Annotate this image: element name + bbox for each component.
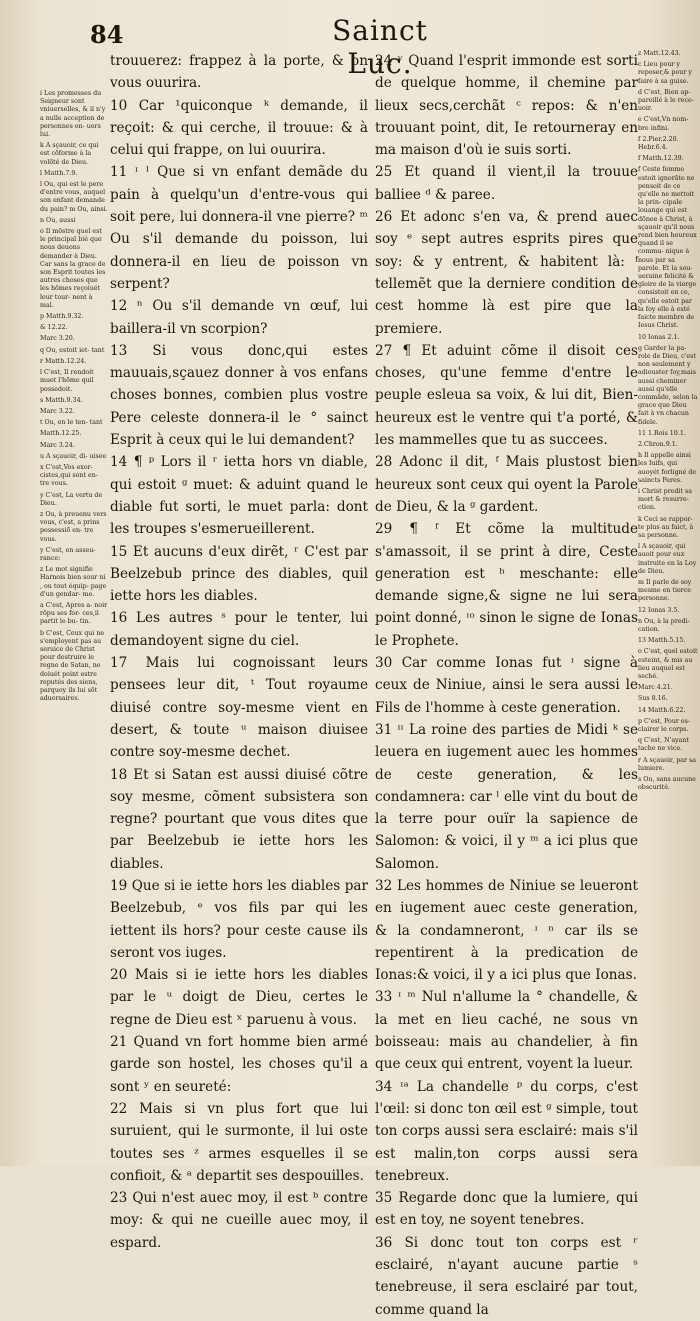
margin-note: n Ou, à la predi- cation. — [638, 617, 692, 633]
margin-note: y C'est, La vertu de Dieu. — [40, 491, 105, 507]
margin-note: p Matth.9.32. — [40, 313, 84, 321]
verse-paragraph: 22 Mais si vn plus fort que lui suruient, qui le surmonte, il lui oste toutes ses ᶻ armes esquelles il se confioit, & ᵃ departit ses despouilles. — [110, 1100, 368, 1184]
margin-note: r A sçauoir, par sa lumiere. — [638, 756, 699, 772]
margin-note: u A sçauoir, di- uisee — [40, 452, 107, 460]
verse-paragraph: 17 Mais lui cognoissant leurs pensees leur dit, ᵗ Tout royaume diuisé contre soy-mesme vient en desert, & toute ᵘ maison diuisee contre soy-mesme dechet. — [110, 655, 368, 761]
verse-paragraph: 13 Si vous donc,qui estes mauuais,sçauez donner à vos enfans choses bonnes, combien plus vostre Pere celeste donnera-il le ° sainct Esprit à ceux qui le lui demandent? — [110, 342, 368, 449]
right-text-column — [375, 50, 638, 1321]
margin-note: s Matth.9.34. — [40, 396, 83, 404]
verse-paragraph: 29 ¶ ᶠ Et cõme la multitude s'amassoit, il se print à dire, Ceste generation est ʰ meschante: elle demande signe,& signe ne lui sera point donné, ᶦᵒ sinon le signe de Ionas le Prophete. — [375, 521, 638, 649]
margin-note: g Garder la pa- role de Dieu, c'est non seulement y adiouster foy,mais aussi cheminer aussi qu'elle commãde, selon la grace que Dieu fait à vn chacun fidele. — [638, 344, 700, 426]
verse-paragraph: 12 ⁿ Ou s'il demande vn œuf, lui baillera-il vn scorpion? — [110, 298, 368, 337]
left-text-column — [110, 50, 368, 1254]
margin-note: Sus 8.16. — [638, 695, 668, 703]
margin-note: k A sçauoir, ce qui est cõforme à la volõté de Dieu. — [40, 142, 101, 166]
margin-note: k Ceci se rappor- te plus au faict, à sa personne. — [638, 515, 696, 539]
margin-note: d C'est, Bien ap- pareillé à le rece- uoir. — [638, 88, 696, 113]
margin-note: 11 1.Rois 10.1. — [638, 429, 686, 437]
verse-paragraph: 11 ᶦ ˡ Que si vn enfant demãde du pain à quelqu'un d'entre-vous qui soit pere, lui donnera-il vne pierre? ᵐ Ou s'il demande du poisson, lui donnera-il en lieu de poisson vn serpent? — [110, 164, 368, 292]
margin-note: 12 Ionas 3.5. — [638, 606, 680, 614]
margin-note: z Matt.12.43. — [638, 50, 681, 57]
margin-note: f Ceste femme estoit ignorãte ne pensoit de ce qu'elle ne mettoit la prin- cipale louange qui est dõnee à Christ, à sçauoir qu'il nous rend bien heureux quand il se commu- nique à nous par sa parole. Et la sou- ueraine felicité & gloire de la vierge consistoit en ce, qu'elle estoit par la foy elle à esté faicte membre de Iesus Christ. — [638, 166, 699, 330]
margin-note: o Il mõstre quel est le principal bié que nous deuons demander à Dieu. Car sans la grace de son Esprit toutes les autres choses que les hõmes reçoiuét leur tour- nent à mal. — [40, 228, 108, 309]
margin-note: h Il appelle ainsi les Iuifs, qui auoyét forligné de saincts Peres. — [638, 452, 699, 484]
verse-paragraph: 26 Et adonc s'en va, & prend auec soy ᵉ sept autres esprits pires que soy: & y entrent, & habitent là: ᶠ tellemẽt que la derniere condition de cest homme là est pire que la premiere. — [375, 209, 638, 337]
verse-paragraph: 28 Adonc il dit, ᶠ Mais plustost bien heureux sont ceux qui oyent la Parole de Dieu, & la ᵍ gardent. — [375, 454, 638, 515]
margin-note: Marc 4.21. — [638, 684, 673, 692]
margin-note: Marc 3.24. — [40, 441, 75, 449]
margin-note: l A sçauoir, qui auoit pour eux instruite en la Loy de Dieu. — [638, 543, 699, 575]
margin-note: l Matth.7.9. — [40, 169, 78, 177]
margin-note: a C'est, Apres a- noir rõpu ses for- ces,il partit le bu- tin. — [40, 601, 110, 626]
margin-note: c Lieu pour y reposer,& pour y faire à sa guise. — [638, 61, 694, 85]
margin-note: l C'est, Il rendoit muet l'hõme quil possedoit. — [40, 369, 96, 393]
verse-paragraph: 20 Mais si ie iette hors les diables par le ᵘ doigt de Dieu, certes le regne de Dieu est ˣ paruenu à vous. — [110, 967, 368, 1028]
margin-note: 2.Chron.9.1. — [638, 440, 678, 448]
left-margin-notes — [40, 90, 108, 706]
margin-note: z Ou, à preuenu vers vous, c'est, a prins possessiõ en- tre vous. — [40, 510, 109, 543]
margin-note: z Le mot signifie Harnois bien sour ni , ou tout équip- page d'un gendar- me. — [40, 566, 109, 598]
running-title: Sainct Luc. — [332, 14, 428, 80]
margin-note: & 12.22. — [40, 324, 68, 332]
verse-paragraph: 15 Et aucuns d'eux dirẽt, ʳ C'est par Beelzebub prince des diables, quil iette hors les diables. — [110, 543, 368, 605]
verse-paragraph: 19 Que si ie iette hors les diables par Beelzebub, ᵉ vos fils par qui les iettent ils hors? pour ceste cause ils seront vos iuges. — [110, 877, 368, 961]
margin-note: m Il parle de soy mesme en tierce personne. — [638, 578, 694, 603]
verse-paragraph: trouuerez: frappez à la porte, & on vous ouurira. — [110, 53, 368, 92]
margin-note: 10 Ionas 2.1. — [638, 333, 680, 341]
margin-note: n Ou, aussi — [40, 216, 76, 224]
margin-note: s Ou, sans aucune obscurité. — [638, 776, 698, 792]
verse-paragraph: 24 ʸ Quand l'esprit immonde est sorti de quelque homme, il chemine par lieux secs,cerchãt ᶜ repos: & n'en trouuant point, dit, Ie retourneray en ma maison d'où ie suis sorti. — [375, 53, 638, 159]
verse-paragraph: 27 ¶ Et aduint cõme il disoit ces choses, qu'une femme d'entre le peuple esleua sa voix, & lui dit, Bien-heureux est le ventre qui t'a porté, & les mammelles que tu as succees. — [375, 342, 638, 449]
margin-note: t Ou, en le ten- tant — [40, 419, 103, 427]
verse-paragraph: 32 Les hommes de Niniue se leueront en iugement auec ceste generation, & la condamneront, ᶦ ⁿ car ils se repentirent à la predication de Ionas:& voici, il y a ici plus que Ionas. — [375, 877, 638, 984]
page-number: 84 — [90, 20, 124, 49]
margin-note: l Ou, qui est le pere d'entre vous, auquel son enfant demande du pain? m Ou, ainsi. — [40, 181, 108, 213]
verse-paragraph: 21 Quand vn fort homme bien armé garde son hostel, les choses qu'il a sont ʸ en seureté: — [110, 1034, 368, 1095]
margin-note: q Ou, estoit iet- tant — [40, 346, 105, 354]
verse-paragraph: 14 ¶ ᵖ Lors il ʳ ietta hors vn diable, qui estoit ᵍ muet: & aduint quand le diable fut sorti, le muet parla: dont les troupes s'esmerueillerent. — [110, 454, 368, 538]
margin-note: Matth.12.25. — [40, 430, 82, 438]
margin-note: p C'est, Pour es- clairer le corps. — [638, 717, 693, 734]
verse-paragraph: 33 ᶦ ᵐ Nul n'allume la ° chandelle, & la met en lieu caché, ne sous vn boisseau: mais au chandelier, à fin que ceux qui entrent, voyent la lueur. — [375, 989, 638, 1073]
verse-paragraph: 18 Et si Satan est aussi diuisé cõtre soy mesme, cõment subsistera son regne? pourtant que vous dites que par Beelzebub ie iette hors les diables. — [110, 766, 368, 872]
margin-note: q C'est, N'ayant tache ne vice. — [638, 737, 691, 753]
margin-note: i Christ predit sa mort & resurre- ction. — [638, 487, 695, 512]
verse-paragraph: 25 Et quand il vient,il la trouue balliee ᵈ & paree. — [375, 164, 638, 203]
margin-note: x C'est,Vos exor- cistes,qui sont en- tre vous. — [40, 463, 100, 488]
margin-note: Marc 3.22. — [40, 407, 75, 415]
verse-paragraph: 16 Les autres ˢ pour le tenter, lui demandoyent signe du ciel. — [110, 610, 368, 649]
margin-note: r Matth.12.24. — [40, 357, 87, 365]
right-margin-notes — [638, 50, 698, 795]
margin-note: 13 Matth.5.15. — [638, 637, 686, 645]
margin-note: o C'est, quel estoit esteint, & mis au lieu auquel est seché. — [638, 648, 700, 681]
margin-note: y C'est, en asseu- rance: — [40, 546, 98, 562]
verse-paragraph: 35 Regarde donc que la lumiere, qui est en toy, ne soyent tenebres. — [375, 1190, 638, 1229]
margin-note: f Matth.12.39. — [638, 155, 684, 163]
margin-note: i Les promesses du Seigneur sont vniuerselles, & il n'y a nulle acception de personnes en- uers lui. — [40, 90, 108, 139]
verse-paragraph: 30 Car comme Ionas fut ᶦ signe à ceux de Niniue, ainsi le sera aussi le Fils de l'homme à ceste generation. — [375, 655, 638, 716]
margin-note: 14 Matth.6.22. — [638, 706, 686, 714]
verse-paragraph: 36 Si donc tout ton corps est ʳ esclairé, n'ayant aucune partie ˢ tenebreuse, il sera esclairé par tout, comme quand la — [375, 1234, 638, 1318]
verse-paragraph: 23 Qui n'est auec moy, il est ᵇ contre moy: & qui ne cueille auec moy, il espard. — [110, 1190, 368, 1251]
margin-note: e C'est,Vn nom- bre infini. — [638, 116, 691, 132]
margin-note: b C'est, Ceux qui ne s'employent pas au seruice de Christ pour destruire le regne de Satan, ne doiuét point estre reputés des siens, parquoy ils lui sõt aduersaires. — [40, 629, 107, 703]
margin-note: Marc 3.20. — [40, 335, 75, 343]
verse-paragraph: 31 ᶦᶦ La roine des parties de Midi ᵏ se leuera en iugement auec les hommes de ceste generation, & les condamnera: car ˡ elle vint du bout de la terre pour ouïr la sapience de Salomon: & voici, il y ᵐ a ici plus que Salomon. — [375, 721, 638, 872]
verse-paragraph: 34 ᶦᵃ La chandelle ᵖ du corps, c'est l'œil: si donc ton œil est ᵍ simple, tout ton corps aussi sera esclairé: mais s'il est malin,ton corps aussi sera tenebreux. — [375, 1078, 638, 1184]
verse-paragraph: 10 Car ¹quiconque ᵏ demande, il reçoit: & qui cerche, il trouue: & à celui qui frappe, on lui ouurira. — [110, 97, 368, 159]
margin-note: f 2.Pier.2.20. Hebr.6.4. — [638, 135, 681, 152]
